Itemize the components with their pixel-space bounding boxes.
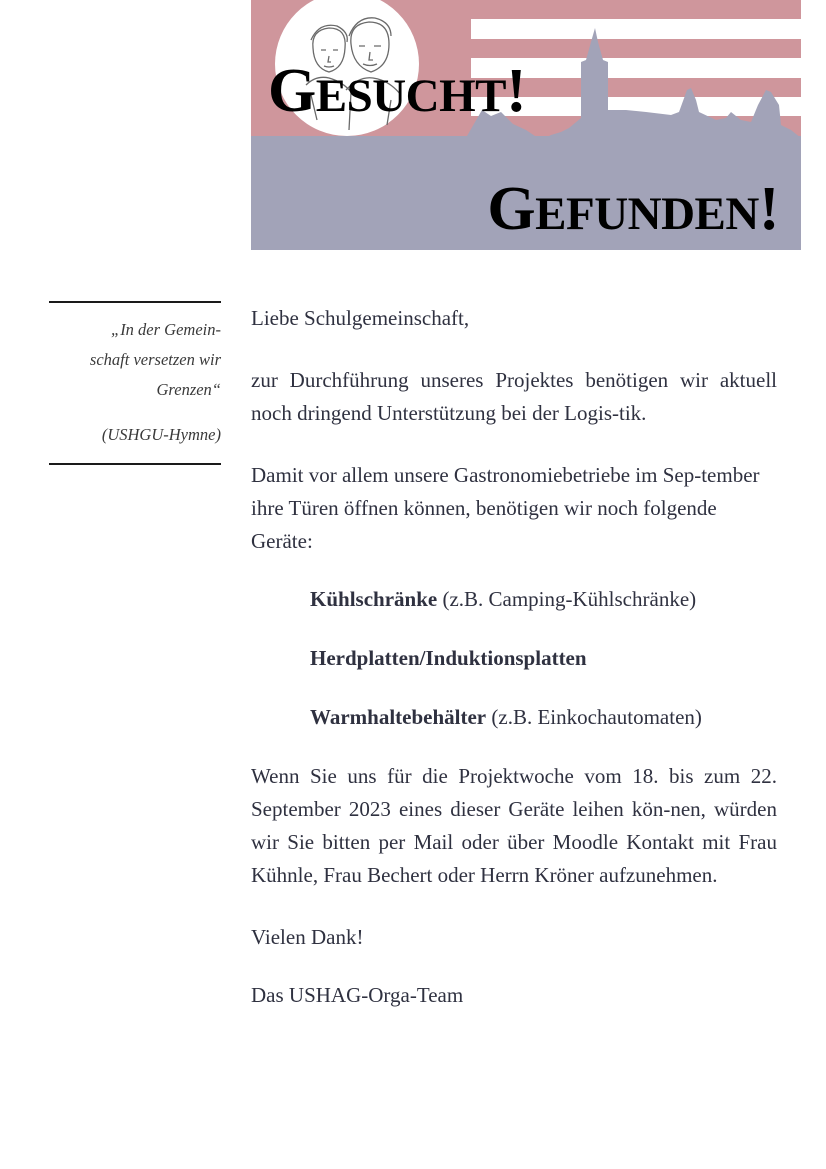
item-name: Kühlschränke <box>310 587 438 611</box>
title-initial: G <box>268 57 316 125</box>
quote-text <box>49 315 221 405</box>
paragraph-request: Wenn Sie uns für die Projektwoche vom 18. bis zum 22. September 2023 eines dieser Geräte leihen kön-nen, würden wir Sie bitten per Mail oder über Moodle Kontakt mit Frau Kühnle, Frau Bechert oder Herrn Kröner aufzunehmen. <box>251 764 777 887</box>
paragraph-intro: zur Durchführung unseres Projektes benötigen wir aktuell noch dringend Unterstützung bei der Logis-tik. <box>251 368 777 425</box>
list-item <box>310 701 777 734</box>
signature: Das USHAG-Orga-Team <box>251 983 464 1007</box>
banner-title-gesucht <box>268 57 527 125</box>
header-banner <box>251 0 801 250</box>
greeting: Liebe Schulgemeinschaft, <box>251 306 470 330</box>
sidebar-quote <box>49 301 221 465</box>
item-note: (z.B. Einkochautomaten) <box>486 705 702 729</box>
item-name: Herdplatten/Induktionsplatten <box>310 646 587 670</box>
title-initial: G <box>487 175 536 243</box>
banner-title-gefunden <box>487 175 779 243</box>
item-note: (z.B. Camping-Kühlschränke) <box>437 587 697 611</box>
list-item <box>310 642 777 675</box>
quote-source: (USHGU-Hymne) <box>101 425 221 444</box>
paragraph-needs: Damit vor allem unsere Gastronomiebetriebe im Sep-tember ihre Türen öffnen können, benötigen wir noch folgende Geräte: <box>251 463 760 553</box>
stripe <box>471 19 801 39</box>
list-item <box>310 583 777 616</box>
title-exclamation: ! <box>758 175 779 243</box>
letter-body <box>251 302 777 1012</box>
title-rest: ESUCHT <box>315 70 507 122</box>
title-rest: EFUNDEN <box>535 188 759 240</box>
item-name: Warmhaltebehälter <box>310 705 487 729</box>
closing-thanks: Vielen Dank! <box>251 925 364 949</box>
quote-line: schaft versetzen wir <box>89 350 221 369</box>
quote-line: „In der Gemein- <box>111 320 221 339</box>
title-exclamation: ! <box>506 57 527 125</box>
quote-line: Grenzen“ <box>156 380 221 399</box>
